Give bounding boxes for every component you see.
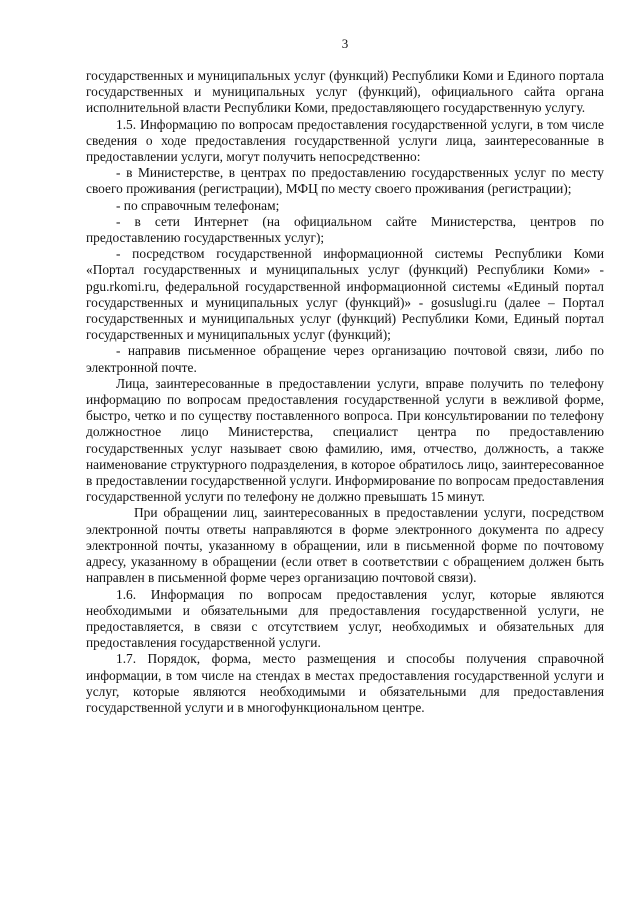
paragraph-email-info: При обращении лиц, заинтересованных в предоставлении услуги, посредством электронной почты ответы направляются в форме электронного документа по адресу электронной почты, указанному в обращении, или в письменной форме по почтовому адресу, указанному в обращении (если ответ в соответствии с обращением должен быть направлен в письменной форме через организацию почтовой связи). <box>86 505 604 586</box>
list-item-mail: - направив письменное обращение через организацию почтовой связи, либо по электронной почте. <box>86 343 604 375</box>
paragraph-1-7: 1.7. Порядок, форма, место размещения и способы получения справочной информации, в том числе на стендах в местах предоставления государственной услуги и услуг, которые являются необходимыми и обязательными для предоставления государственной услуги и в многофункциональном центре. <box>86 651 604 715</box>
list-item-ministry: - в Министерстве, в центрах по предоставлению государственных услуг по месту своего проживания (регистрации), МФЦ по месту своего проживания (регистрации); <box>86 165 604 197</box>
page-number: 3 <box>341 36 349 51</box>
paragraph-1-5: 1.5. Информацию по вопросам предоставления государственной услуги, в том числе сведения о ходе предоставления государственной услуги лица, заинтересованные в предоставлении услуги, могут получить непосредственно: <box>86 116 604 165</box>
paragraph-phone-info: Лица, заинтересованные в предоставлении услуги, вправе получить по телефону информацию по вопросам предоставления государственной услуги в вежливой форме, быстро, четко и по существу поставленного вопроса. При консультировании по телефону должностное лицо Министерства, специалист центра по предоставлению государственных услуг называет свою фамилию, имя, отчество, должность, а также наименование структурного подразделения, в которое обратилось лицо, заинтересованное в предоставлении государственной услуги. Информирование по вопросам предоставления государственной услуги по телефону не должно превышать 15 минут. <box>86 375 604 505</box>
list-item-portal: - посредством государственной информационной системы Республики Коми «Портал государственных и муниципальных услуг (функций) Республики Коми» - pgu.rkomi.ru, федеральной государственной информационной системы «Единый портал государственных и муниципальных услуг (функций)» - gosuslugi.ru (далее – Портал государственных и муниципальных услуг (функций) Республики Коми, Единый портал государственных и муниципальных услуг (функций); <box>86 246 604 343</box>
paragraph-continuation: государственных и муниципальных услуг (функций) Республики Коми и Единого портала государственных и муниципальных услуг (функций), официального сайта органа исполнительной власти Республики Коми, предоставляющего государственную услугу. <box>86 68 604 116</box>
list-item-phones: - по справочным телефонам; <box>116 197 280 213</box>
list-item-internet: - в сети Интернет (на официальном сайте Министерства, центров по предоставлению государственных услуг); <box>86 213 604 246</box>
paragraph-1-6: 1.6. Информация по вопросам предоставления услуг, которые являются необходимыми и обязательными для предоставления государственной услуги, не предоставляется, в связи с отсутствием услуг, необходимых и обязательных для предоставления государственной услуги. <box>86 586 604 651</box>
